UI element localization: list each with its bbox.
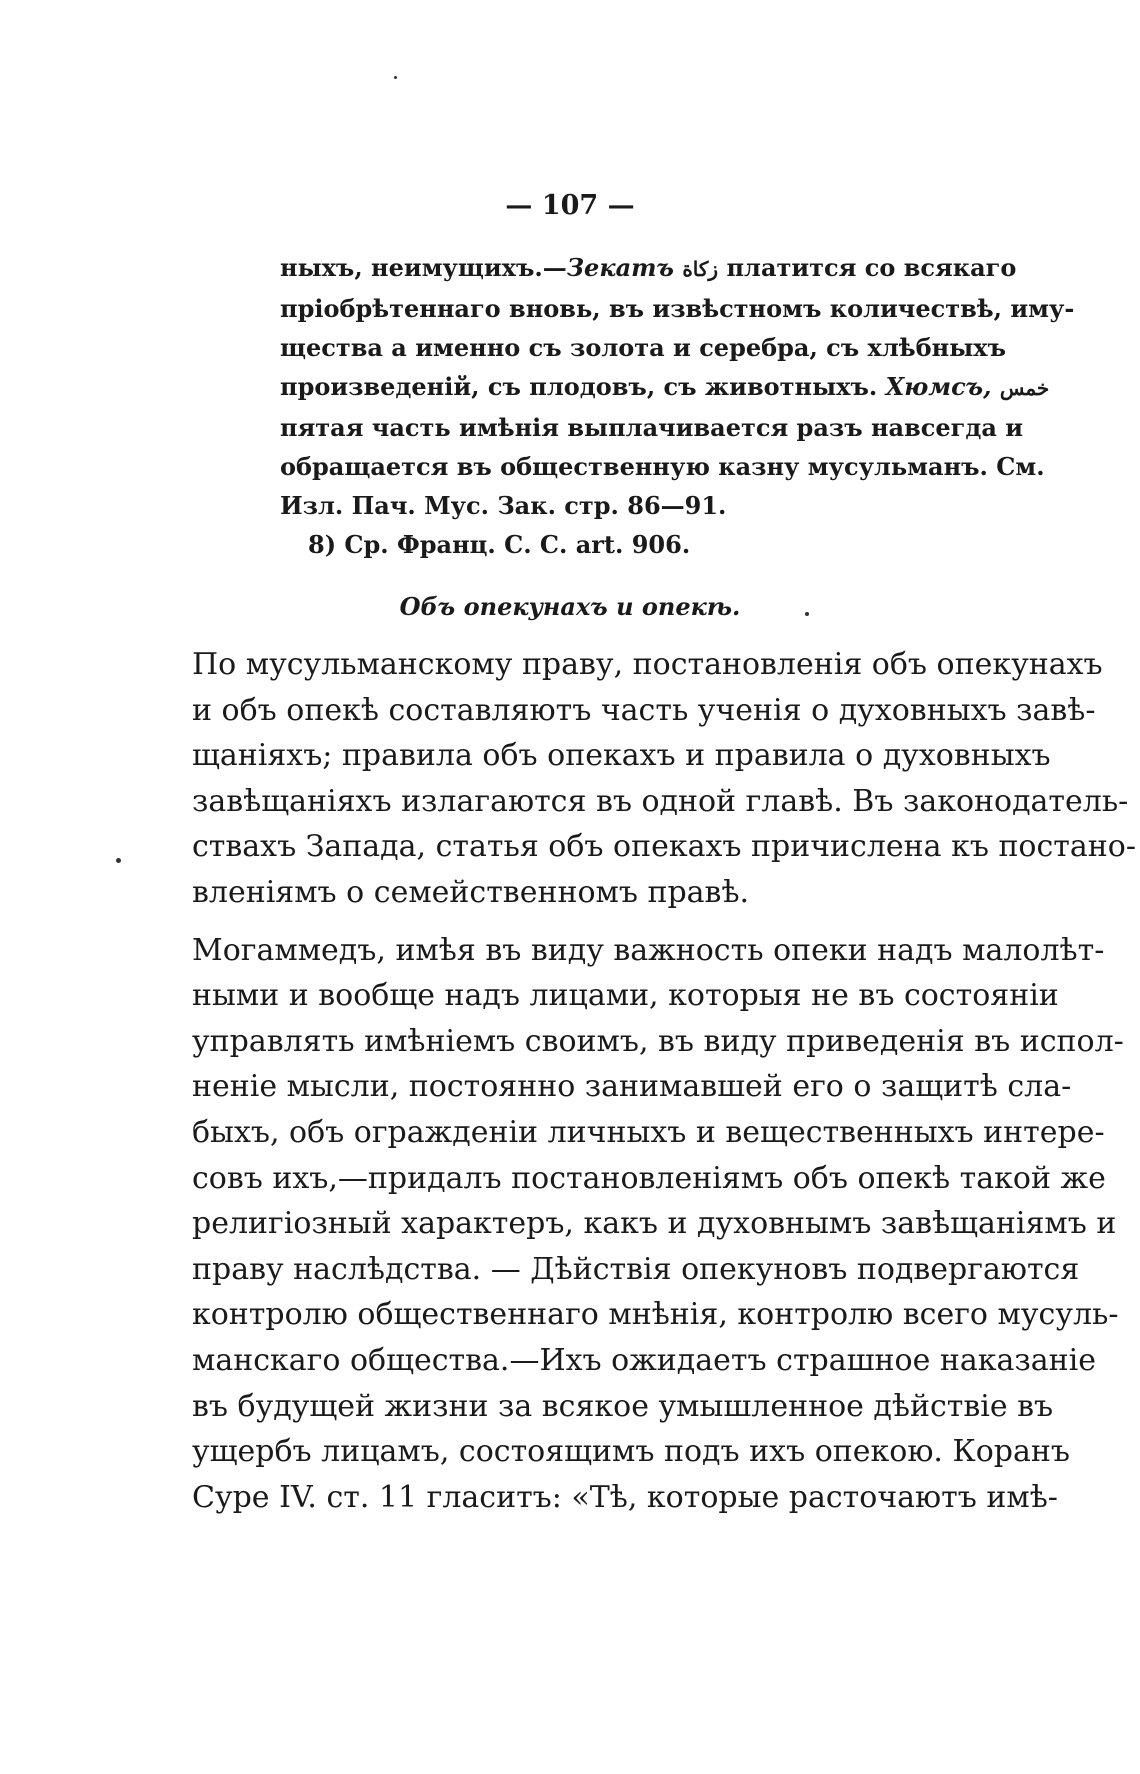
text-line: вленіямъ о семейственномъ правѣ.: [192, 874, 750, 910]
text-line: неніе мысли, постоянно занимавшей его о защитѣ сла-: [192, 1069, 1072, 1105]
text-line: въ будущей жизни за всякое умышленное дѣйствіе въ: [192, 1388, 1054, 1424]
paper-speck: [394, 76, 397, 79]
footnote-line: Изл. Пач. Мус. Зак. стр. 86—91.: [280, 491, 727, 520]
paragraph: [192, 928, 1124, 1521]
arabic-term-khums: خمس: [999, 376, 1050, 400]
text-line: ствахъ Запада, статья объ опекахъ причислена къ постано-: [192, 829, 1136, 865]
page-number: — 107 —: [505, 190, 635, 221]
text-line: манскаго общества.—Ихъ ожидаетъ страшное наказаніе: [192, 1342, 1096, 1378]
text-line: ными и вообще надъ лицами, которыя не въ состояніи: [192, 978, 1059, 1014]
text-line: завѣщаніяхъ излагаются въ одной главѣ. Въ законодатель-: [192, 783, 1129, 819]
text-line: щаніяхъ; правила объ опекахъ и правила о духовныхъ: [192, 738, 1051, 774]
term-zekat: Зекатъ: [566, 253, 674, 282]
footnote-line: 8) Ср. Франц. С. С. art. 906.: [308, 530, 691, 559]
footnotes-block: [280, 248, 1075, 564]
footnote-line: обращается въ общественную казну мусульманъ. См.: [280, 452, 1045, 481]
text-line: Могаммедъ, имѣя въ виду важность опеки надъ малолѣт-: [192, 932, 1105, 968]
footnote-line: ныхъ, неимущихъ.—Зекатъ زكاة платится со всякаго: [280, 253, 1017, 282]
text-line: ущербъ лицамъ, состоящимъ подъ ихъ опекою. Коранъ: [192, 1434, 1070, 1470]
text-line: Суре IV. ст. 11 гласитъ: «Тѣ, которые расточаютъ имѣ-: [192, 1479, 1058, 1515]
body-text: [192, 642, 1136, 1520]
section-heading: Объ опекунахъ и опекѣ.: [399, 592, 741, 621]
term-khums: Хюмсъ,: [885, 372, 992, 401]
text-line: контролю общественнаго мнѣнія, контролю всего мусуль-: [192, 1297, 1119, 1333]
footnote-line: щества а именно съ золота и серебра, съ хлѣбныхъ: [280, 333, 1007, 362]
footnote-line: произведеній, съ плодовъ, съ животныхъ. Хюмсъ, خمس: [280, 372, 1050, 401]
paragraph: [192, 642, 1136, 916]
paper-speck: [116, 858, 121, 863]
text-line: По мусульманскому праву, постановленія объ опекунахъ: [192, 647, 1103, 682]
footnote-line: пріобрѣтеннаго вновь, въ извѣстномъ количествѣ, иму-: [280, 294, 1075, 323]
text-line: управлять имѣніемъ своимъ, въ виду приведенія въ испол-: [192, 1023, 1124, 1059]
text-line: совъ ихъ,—придалъ постановленіямъ объ опекѣ такой же: [192, 1160, 1106, 1196]
text-line: праву наслѣдства. — Дѣйствія опекуновъ подвергаются: [192, 1251, 1080, 1287]
arabic-term-zekat: زكاة: [682, 257, 719, 281]
footnote-line: пятая часть имѣнія выплачивается разъ навсегда и: [280, 413, 1024, 442]
text-line: религіозный характеръ, какъ и духовнымъ завѣщаніямъ и: [192, 1206, 1117, 1242]
text-line: и объ опекѣ составляютъ часть ученія о духовныхъ завѣ-: [192, 692, 1096, 728]
text-line: быхъ, объ огражденіи личныхъ и вещественныхъ интере-: [192, 1114, 1105, 1150]
